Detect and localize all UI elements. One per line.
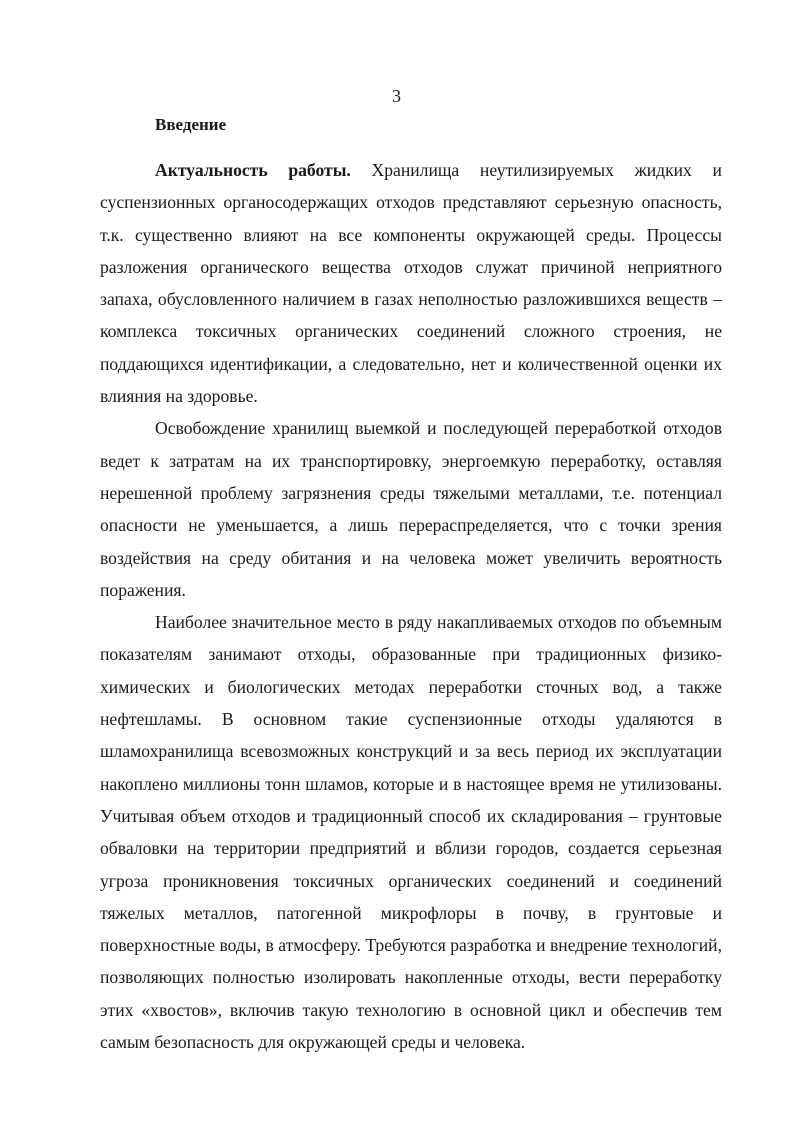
- document-body: [100, 154, 722, 1058]
- paragraph-text: Наиболее значительное место в ряду накапливаемых отходов по объемным показателям занимают отходы, образованные при традиционных физико-химических и биологических методах переработки сточных вод, а также нефтешламы. В основном такие суспензионные отходы удаляются в шламохранилища всевозможных конструкций и за весь период их эксплуатации накоплено миллионы тонн шламов, которые и в настоящее время не утилизованы. Учитывая объем отходов и традиционный способ их складирования – грунтовые обваловки на территории предприятий и вблизи городов, создается серьезная угроза проникновения токсичных органических соединений и соединений тяжелых металлов, патогенной микрофлоры в почву, в грунтовые и поверхностные воды, в атмосферу. Требуются разработка и внедрение технологий, позволяющих полностью изолировать накопленные отходы, вести переработку этих «хвостов», включив такую технологию в основной цикл и обеспечив тем самым безопасность для окружающей среды и человека.: [100, 612, 722, 1053]
- paragraph-waste-volume: [100, 606, 722, 1058]
- paragraph-relevance: [100, 154, 722, 412]
- section-heading: Введение: [155, 115, 227, 134]
- paragraph-text: Хранилища неутилизируемых жидких и суспензионных органосодержащих отходов представляют серьезную опасность, т.к. существенно влияют на все компоненты окружающей среды. Процессы разложения органического вещества отходов служат причиной неприятного запаха, обусловленного наличием в газах неполностью разложившихся веществ – комплекса токсичных органических соединений сложного строения, не поддающихся идентификации, а следовательно, нет и количественной оценки их влияния на здоровье.: [100, 160, 722, 407]
- page-number: 3: [392, 86, 401, 106]
- paragraph-text: Освобождение хранилищ выемкой и последующей переработкой отходов ведет к затратам на их транспортировку, энергоемкую переработку, оставляя нерешенной проблему загрязнения среды тяжелыми металлами, т.е. потенциал опасности не уменьшается, а лишь перераспределяется, что с точки зрения воздействия на среду обитания и на человека может увеличить вероятность поражения.: [100, 418, 722, 600]
- paragraph-lead: Актуальность работы.: [155, 160, 351, 180]
- paragraph-storage-release: [100, 412, 722, 606]
